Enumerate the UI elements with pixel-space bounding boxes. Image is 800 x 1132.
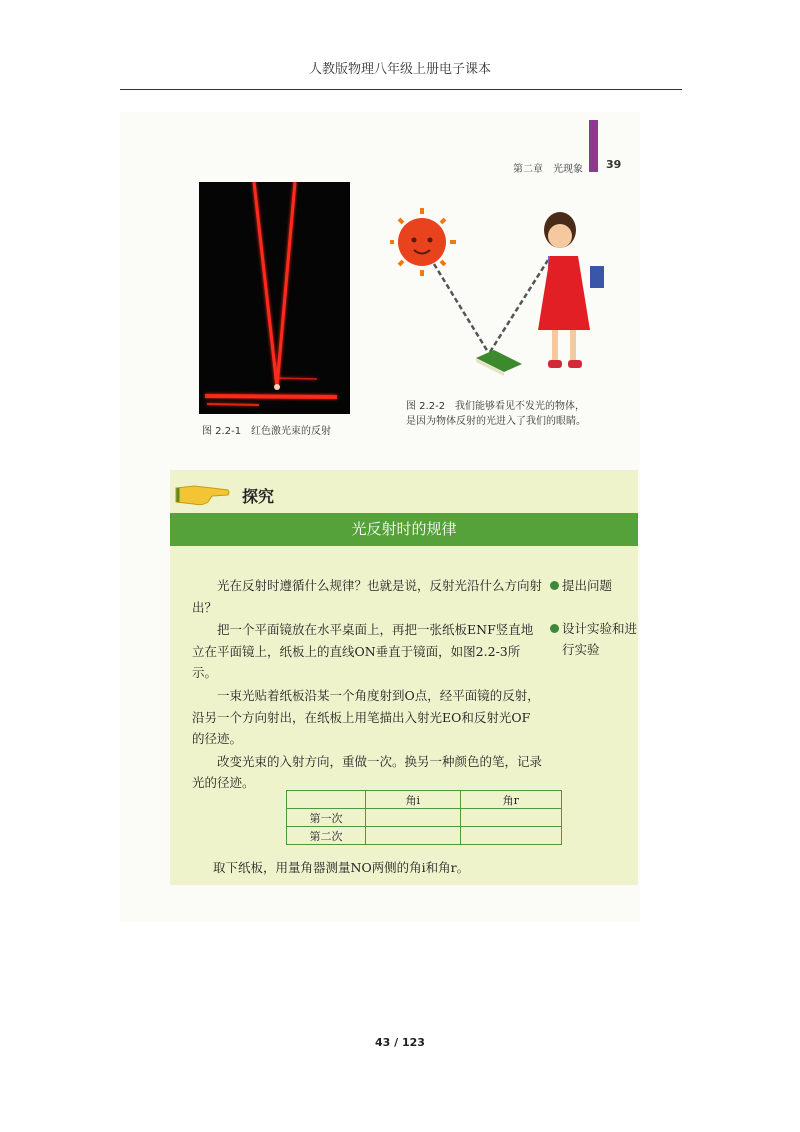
sun-icon (390, 208, 456, 276)
table-header-cell: 角i (366, 791, 461, 809)
girl-figure-icon (538, 212, 604, 368)
paragraph: 一束光贴着纸板沿某一个角度射到O点，经平面镜的反射，沿另一个方向射出，在纸板上用笔描出入射光EO和反射光OF的径迹。 (192, 687, 540, 747)
caption-line: 是因为物体反射的光进入了我们的眼睛。 (406, 416, 586, 427)
caption-line: 图 2.2-2 我们能够看见不发光的物体， (406, 401, 586, 412)
figure-caption: 图 2.2-1 红色激光束的反射 (202, 426, 332, 437)
table-cell (366, 809, 461, 827)
section-title-banner: 光反射时的规律 (170, 513, 638, 546)
side-note (550, 618, 640, 661)
laser-beams-illustration (199, 182, 350, 414)
table-cell (460, 809, 561, 827)
table-cell (366, 827, 461, 845)
bullet-dot-icon (550, 581, 559, 590)
table-row (287, 809, 562, 827)
mirror-reflection-strip (205, 396, 337, 397)
bullet-dot-icon (550, 624, 559, 633)
side-note-text: 设计实验和进行实验 (562, 620, 638, 658)
table-cell: 第二次 (287, 827, 366, 845)
laser-reflection-photo (199, 182, 350, 414)
book-page-number: 39 (606, 158, 622, 171)
reflection-illustration (390, 200, 620, 390)
reflected-light-path (490, 260, 548, 352)
side-note (550, 575, 640, 597)
paragraph: 把一个平面镜放在水平桌面上，再把一张纸板ENF竖直地立在平面镜上，纸板上的直线ON垂直于镜面，如图2.2-3所示。 (192, 622, 534, 681)
explore-label: 探究 (242, 487, 275, 506)
page-counter: 43 / 123 (375, 1036, 425, 1049)
document-header-title: 人教版物理八年级上册电子课本 (308, 62, 491, 77)
table-header-row (287, 791, 562, 809)
incident-light-path (434, 264, 488, 352)
header-divider (120, 89, 682, 90)
table-cell: 第一次 (287, 809, 366, 827)
side-note-text: 提出问题 (562, 578, 613, 593)
paragraph: 改变光束的入射方向，重做一次。换另一种颜色的笔，记录光的径迹。 (192, 753, 543, 791)
explore-body (192, 575, 542, 795)
reflected-laser-beam (277, 182, 295, 387)
side-notes (550, 575, 640, 662)
figure-caption (406, 399, 616, 429)
paragraph: 光在反射时遵循什么规律？也就是说，反射光沿什么方向射出？ (192, 578, 543, 615)
angle-record-table (286, 790, 562, 845)
chapter-color-bar (589, 120, 598, 172)
pointing-hand-icon (172, 478, 232, 508)
reflection-point (274, 384, 280, 390)
chapter-label: 第二章 光现象 (513, 164, 583, 175)
table-cell (460, 827, 561, 845)
incident-laser-beam (254, 182, 277, 387)
book-icon (476, 350, 522, 376)
conclusion-text: 取下纸板，用量角器测量NO两侧的角i和角r。 (213, 860, 470, 875)
table-row (287, 827, 562, 845)
table-header-cell: 角r (460, 791, 561, 809)
table-header-cell (287, 791, 366, 809)
